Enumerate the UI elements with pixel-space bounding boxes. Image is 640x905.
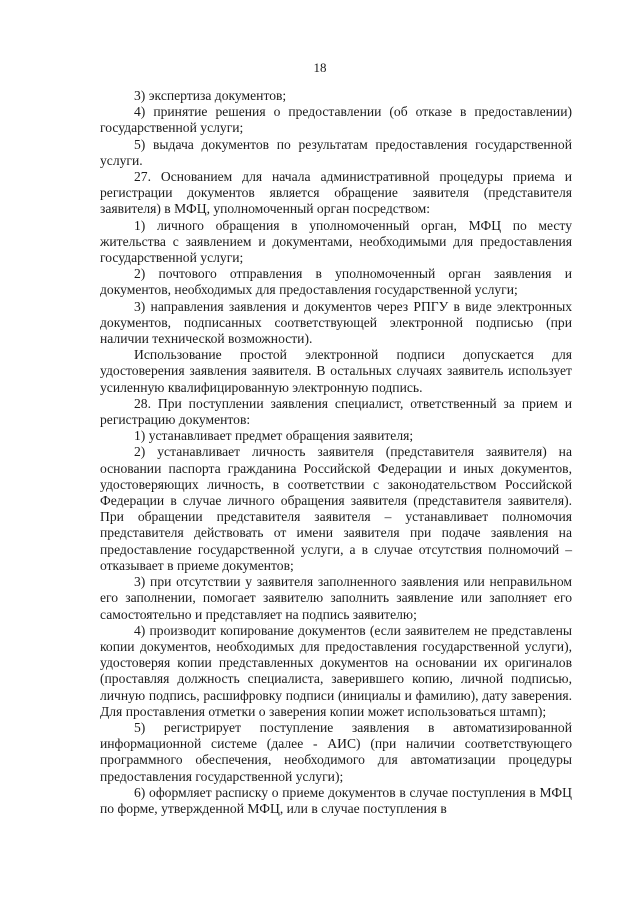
- signature-note: Использование простой электронной подписи допускается для удостоверения заявления заявителя. В остальных случаях заявитель использует усиленную квалифицированную электронную подпись.: [100, 347, 572, 395]
- clause-27: 27. Основанием для начала административной процедуры приема и регистрации документов является обращение заявителя (представителя заявителя) в МФЦ, уполномоченный орган посредством:: [100, 169, 572, 217]
- clause-28-item-6: 6) оформляет расписку о приеме документов в случае поступления в МФЦ по форме, утвержденной МФЦ, или в случае поступления в: [100, 784, 572, 816]
- clause-27-item-1: 1) личного обращения в уполномоченный орган, МФЦ по месту жительства с заявлением и документами, необходимыми для предоставления государственной услуги;: [100, 217, 572, 266]
- clause-28-item-5: 5) регистрирует поступление заявления в автоматизированной информационной системе (далее - АИС) (при наличии соответствующего программного обеспечения, необходимого для автоматизации процедуры предоставления государственной услуги);: [100, 719, 572, 784]
- document-body: [100, 88, 572, 817]
- list-item-issuance: 5) выдача документов по результатам предоставления государственной услуги.: [100, 136, 572, 168]
- clause-28-item-3: 3) при отсутствии у заявителя заполненного заявления или неправильном его заполнении, помогает заявителю заполнить заявление или заполняет его самостоятельно и представляет на подпись заявителю;: [100, 574, 572, 622]
- clause-27-item-2: 2) почтового отправления в уполномоченный орган заявления и документов, необходимых для предоставления государственной услуги;: [100, 266, 572, 298]
- list-item-expertise: 3) экспертиза документов;: [134, 88, 287, 103]
- list-item-decision: 4) принятие решения о предоставлении (об отказе в предоставлении) государственной услуги;: [100, 104, 572, 136]
- clause-28-item-2: 2) устанавливает личность заявителя (представителя заявителя) на основании паспорта гражданина Российской Федерации и иных документов, удостоверяющих личность, в соответствии с законодательством Российской Федерации в случае личного обращения заявителя (представителя заявителя). При обращении представителя заявителя – устанавливает полномочия представителя действовать от имени заявителя при подаче заявления на предоставление государственной услуги, а в случае отсутствия полномочий – отказывает в приеме документов;: [100, 444, 572, 573]
- clause-28-item-1: 1) устанавливает предмет обращения заявителя;: [134, 428, 414, 444]
- page-number: 18: [313, 60, 327, 75]
- clause-28: 28. При поступлении заявления специалист, ответственный за прием и регистрацию документов:: [100, 395, 572, 428]
- clause-27-item-3: 3) направления заявления и документов через РПГУ в виде электронных документов, подписанных соответствующей электронной подписью (при наличии технической возможности).: [100, 298, 572, 347]
- clause-28-item-4: 4) производит копирование документов (если заявителем не представлены копии документов, необходимых для предоставления государственной услуги), удостоверяя копии представленных документов на основании их оригиналов (проставляя должность специалиста, заверившего копию, личной подписью, личную подпись, расшифровку подписи (инициалы и фамилию), дату заверения. Для проставления отметки о заверения копии может использоваться штамп);: [100, 622, 572, 719]
